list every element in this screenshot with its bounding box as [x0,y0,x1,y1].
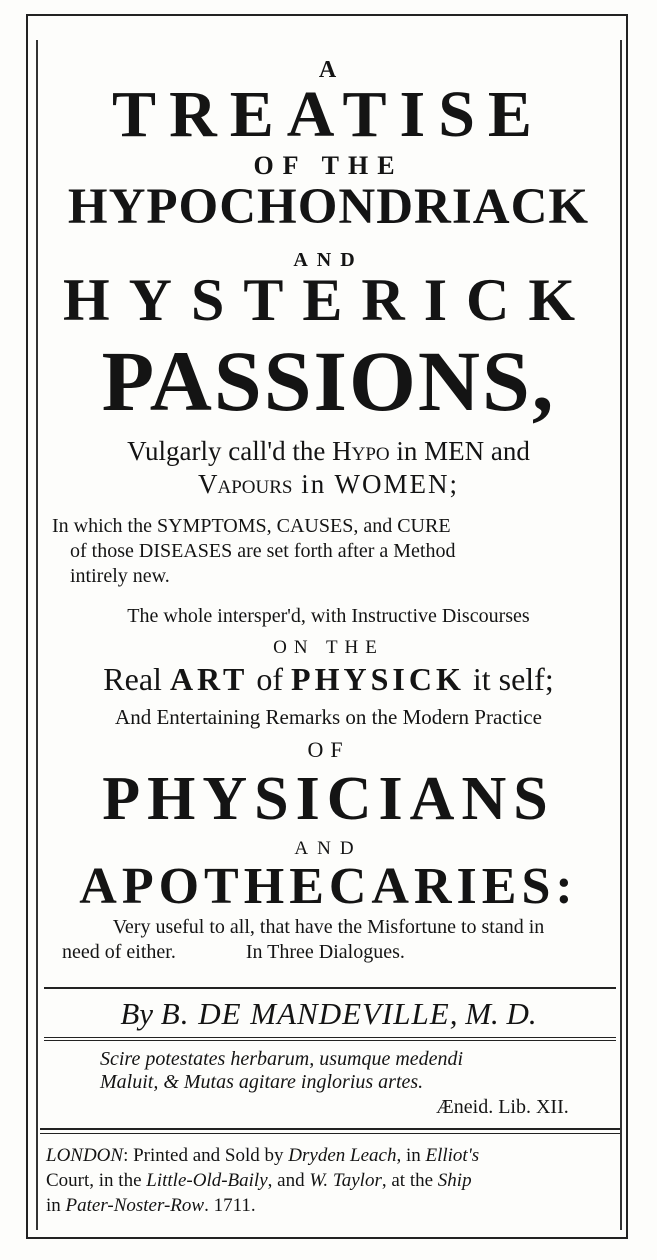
vulgarly-hypo: Hypo [332,436,390,466]
need-line [62,942,622,962]
imprint-taylor: W. Taylor [309,1170,382,1191]
rule-above-imprint-1 [40,1128,620,1130]
vulgarly-women: in WOMEN; [292,469,459,499]
author-line [0,998,657,1029]
title-treatise: TREATISE [112,78,545,151]
entertaining-remarks-line: And Entertaining Remarks on the Modern Practice [115,705,542,729]
title-hysterick: HYSTERICK [62,267,595,333]
three-dialogues: In Three Dialogues. [245,941,405,963]
useful-line: Very useful to all, that have the Misfortune to stand in [112,916,545,938]
symptoms-line-2: of those DISEASES are set forth after a Method [70,540,456,562]
vulgarly-line-1 [0,438,657,465]
imprint-line-1 [46,1146,616,1165]
of-line: OF [307,737,350,762]
rule-below-author-2 [44,1040,616,1041]
imprint-ship: Ship [437,1170,472,1191]
vulgarly-line-2 [0,471,657,498]
vulgarly-1c: in MEN and [389,436,530,466]
imprint-line-3 [46,1196,616,1215]
real-a: Real [103,661,170,697]
imprint-elliots: Elliot's [425,1145,480,1166]
title-hypochondriack: HYPOCHONDRIACK [67,179,590,235]
rule-above-author [44,987,616,989]
title-passions: PASSIONS, [101,333,556,429]
imprint-at-the: , at the [381,1170,438,1191]
title-of-the: OF THE [253,151,404,180]
author-name: B. DE MANDEVILLE [160,996,450,1031]
imprint-printed: : Printed and Sold by [123,1145,289,1166]
title-apothecaries: APOTHECARIES: [79,858,578,915]
imprint-row: Pater-Noster-Row [65,1195,205,1216]
real-itself: it self; [464,661,554,697]
title-and-1: AND [293,249,364,271]
imprint-year: . 1711. [204,1195,256,1216]
real-of: of [248,661,292,697]
symptoms-line-3: intirely new. [70,565,170,587]
vulgarly-vapours: Vapours [198,469,293,499]
imprint-london: LONDON [46,1145,124,1166]
symptoms-line-1: In which the SYMPTOMS, CAUSES, and CURE [52,515,451,537]
on-the-line: ON THE [273,637,384,658]
motto-line-2: Maluit, & Mutas agitare inglorius artes. [100,1071,424,1093]
vulgarly-1a: Vulgarly call'd the [127,436,333,466]
rule-below-author-1 [44,1037,616,1038]
imprint-in-word: in [46,1195,66,1216]
motto-source: Æneid. Lib. XII. [436,1096,569,1118]
imprint-and: , and [267,1170,310,1191]
title-and-2: AND [294,838,363,859]
title-article: A [318,57,339,83]
motto-line-1: Scire potestates herbarum, usumque medendi [100,1048,464,1070]
imprint-bailey: Little-Old-Baily [146,1170,268,1191]
author-degree: , M. D. [449,996,537,1031]
real-art: ART [169,661,249,697]
real-physick: PHYSICK [291,661,465,697]
imprint-dryden: Dryden Leach [288,1145,397,1166]
whole-interspersed-line: The whole intersper'd, with Instructive Discourses [127,605,530,627]
need-of-either: need of either. [62,941,176,963]
imprint-line-2 [46,1171,616,1190]
real-art-line [0,663,657,695]
rule-above-imprint-2 [40,1133,620,1134]
title-physicians: PHYSICIANS [102,765,555,833]
author-by: By [120,996,161,1031]
imprint-court: Court, in the [46,1170,147,1191]
imprint-in: , in [396,1145,426,1166]
